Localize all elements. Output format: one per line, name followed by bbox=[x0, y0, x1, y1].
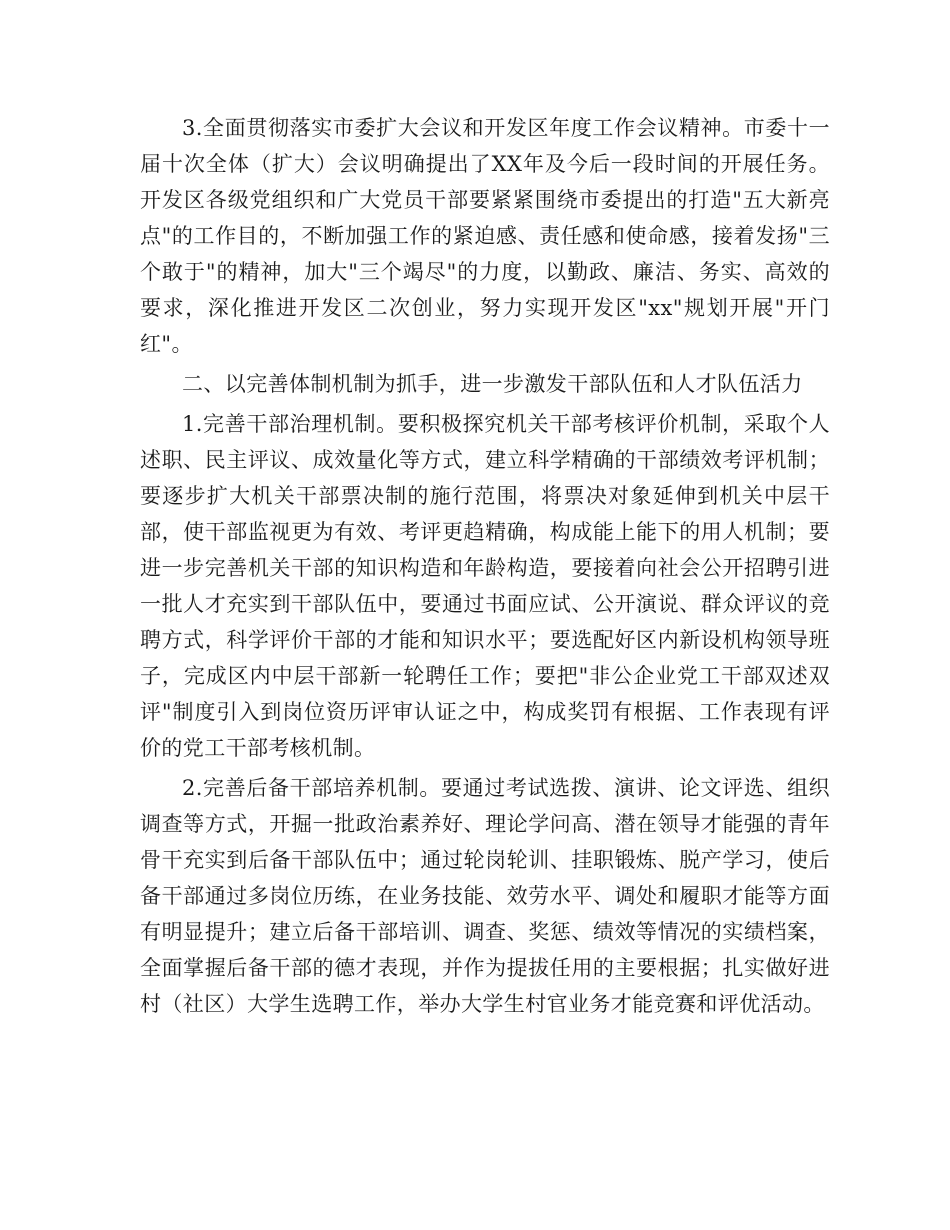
section-heading-2: 二、以完善体制机制为抓手，进一步激发干部队伍和人才队伍活力 bbox=[182, 372, 803, 396]
paragraph-reserve-cadre-training: 2.完善后备干部培养机制。要通过考试选拨、演讲、论文评选、组织调查等方式，开掘一批政治素养好、理论学问高、潜在领导才能强的青年骨干充实到后备干部队伍中；通过轮岗轮训、挂职锻炼、脱产学习，使后备干部通过多岗位历练，在业务技能、效劳水平、调处和履职才能等方面有明显提升；建立后备干部培训、调查、奖惩、绩效等情况的实绩档案，全面掌握后备干部的德才表现，并作为提拔任用的主要根据；扎实做好进村（社区）大学生选聘工作，举办大学生村官业务才能竞赛和评优活动。 bbox=[140, 776, 830, 1016]
paragraph-cadre-governance: 1.完善干部治理机制。要积极探究机关干部考核评价机制，采取个人述职、民主评议、成效量化等方式，建立科学精确的干部绩效考评机制；要逐步扩大机关干部票决制的施行范围，将票决对象延伸到机关中层干部，使干部监视更为有效、考评更趋精确，构成能上能下的用人机制；要进一步完善机关干部的知识构造和年龄构造，要接着向社会公开招聘引进一批人才充实到干部队伍中，要通过书面应试、公开演说、群众评议的竞聘方式，科学评价干部的才能和知识水平；要选配好区内新设机构领导班子，完成区内中层干部新一轮聘任工作；要把"非公企业党工干部双述双评"制度引入到岗位资历评审认证之中，构成奖罚有根据、工作表现有评价的党工干部考核机制。 bbox=[140, 412, 830, 760]
paragraph-implement-meeting-spirit: 3.全面贯彻落实市委扩大会议和开发区年度工作会议精神。市委十一届十次全体（扩大）会议明确提出了XX年及今后一段时间的开展任务。开发区各级党组织和广大党员干部要紧紧围绕市委提出的打造"五大新亮点"的工作目的，不断加强工作的紧迫感、责任感和使命感，接着发扬"三个敢于"的精神，加大"三个竭尽"的力度，以勤政、廉洁、务实、高效的要求，深化推进开发区二次创业，努力实现开发区"xx"规划开展"开门红"。 bbox=[140, 116, 830, 356]
document-body bbox=[140, 110, 830, 1022]
